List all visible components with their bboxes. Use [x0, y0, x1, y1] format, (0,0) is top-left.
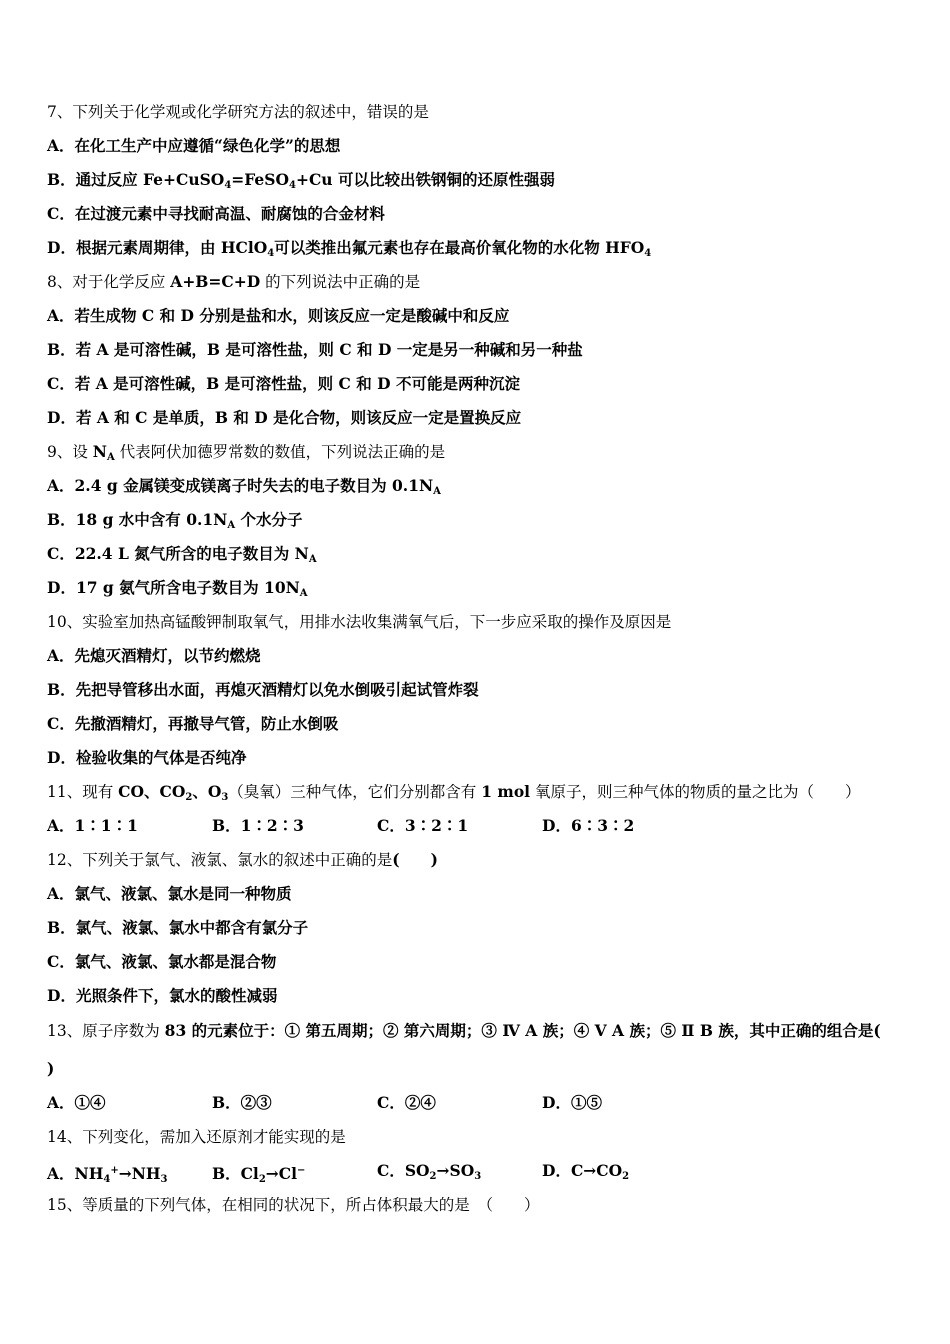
q11-option-a: A．1∶1∶1	[47, 816, 138, 835]
q12-option-c: C．氯气、液氯、氯水都是混合物	[47, 952, 277, 971]
q9-stem: 9、设 $N_A$ 代表阿伏加德罗常数的数值，下列说法正确的是	[47, 442, 446, 463]
q15-stem: 15、等质量的下列气体，在相同的状况下，所占体积最大的是 （ ）	[47, 1196, 540, 1214]
q14-option-b: B．$Cl_2\to Cl^-$	[212, 1164, 306, 1185]
q10-stem: 10、实验室加热高锰酸钾制取氧气，用排水法收集满氧气后，下一步应采取的操作及原因是	[47, 613, 672, 631]
q7-option-b: B．通过反应 Fe+CuSO$_4$=FeSO$_4$+Cu 可以比较出铁钢铜的还原性强弱	[47, 170, 555, 191]
q8-stem: 8、对于化学反应 A+B=C+D 的下列说法中正确的是	[47, 272, 421, 291]
q9-option-c: C．22.4 L 氮气所含的电子数目为 $N_A$	[47, 544, 317, 565]
q9-option-d: D．17 g 氨气所含电子数目为 $10N_A$	[47, 578, 308, 599]
q11-stem: 11、现有 CO、$CO_2$、$O_3$（臭氧）三种气体，它们分别都含有 1 mol 氧原子，则三种气体的物质的量之比为（ ）	[47, 782, 861, 803]
q14-stem: 14、下列变化，需加入还原剂才能实现的是	[47, 1128, 346, 1146]
q12-stem: 12、下列关于氯气、液氯、氯水的叙述中正确的是( )	[47, 850, 438, 869]
q8-option-c: C．若 A 是可溶性碱，B 是可溶性盐，则 C 和 D 不可能是两种沉淀	[47, 374, 521, 393]
q11-option-d: D．6∶3∶2	[542, 816, 635, 835]
q9-option-b: B．18 g 水中含有 $0.1N_A$ 个水分子	[47, 510, 303, 531]
q7-option-c: C．在过渡元素中寻找耐高温、耐腐蚀的合金材料	[47, 204, 385, 223]
q13-stem-continued: )	[47, 1059, 55, 1078]
q13-option-b: B．②③	[212, 1093, 272, 1112]
q7-stem: 7、下列关于化学观或化学研究方法的叙述中，错误的是	[47, 103, 429, 121]
q10-option-d: D．检验收集的气体是否纯净	[47, 748, 247, 767]
q12-option-b: B．氯气、液氯、氯水中都含有氯分子	[47, 918, 309, 937]
q7-option-d: D．根据元素周期律，由 HClO$_4$可以类推出氟元素也存在最高价氧化物的水化物 $HFO_4$	[47, 238, 652, 259]
q12-option-d: D．光照条件下，氯水的酸性减弱	[47, 986, 278, 1005]
q11-option-b: B．1∶2∶3	[212, 816, 304, 835]
q10-option-c: C．先撤酒精灯，再撤导气管，防止水倒吸	[47, 714, 339, 733]
q8-option-b: B．若 A 是可溶性碱，B 是可溶性盐，则 C 和 D 一定是另一种碱和另一种盐	[47, 340, 583, 359]
q13-option-d: D．①⑤	[542, 1093, 602, 1112]
q12-option-a: A．氯气、液氯、氯水是同一种物质	[47, 884, 292, 903]
q13-option-a: A．①④	[47, 1093, 106, 1112]
q10-option-b: B．先把导管移出水面，再熄灭酒精灯以免水倒吸引起试管炸裂	[47, 680, 479, 699]
q13-option-c: C．②④	[377, 1093, 436, 1112]
q14-option-d: D．$C\to CO_2$	[542, 1161, 630, 1182]
q14-option-c: C．$SO_2\to SO_3$	[377, 1161, 482, 1182]
q11-option-c: C．3∶2∶1	[377, 816, 469, 835]
q8-option-d: D．若 A 和 C 是单质，B 和 D 是化合物，则该反应一定是置换反应	[47, 408, 522, 427]
q10-option-a: A．先熄灭酒精灯，以节约燃烧	[47, 646, 261, 665]
q7-option-a: A．在化工生产中应遵循“绿色化学”的思想	[47, 136, 341, 155]
q8-option-a: A．若生成物 C 和 D 分别是盐和水，则该反应一定是酸碱中和反应	[47, 306, 510, 325]
q13-stem: 13、原子序数为 83 的元素位于：① 第五周期；② 第六周期；③ Ⅳ A 族；④ Ⅴ A 族；⑤ Ⅱ B 族，其中正确的组合是(	[47, 1021, 881, 1040]
q9-option-a: A．2.4 g 金属镁变成镁离子时失去的电子数目为 $0.1N_A$	[47, 476, 441, 497]
q14-option-a: A．$NH_4^+\to NH_3$	[47, 1164, 168, 1185]
